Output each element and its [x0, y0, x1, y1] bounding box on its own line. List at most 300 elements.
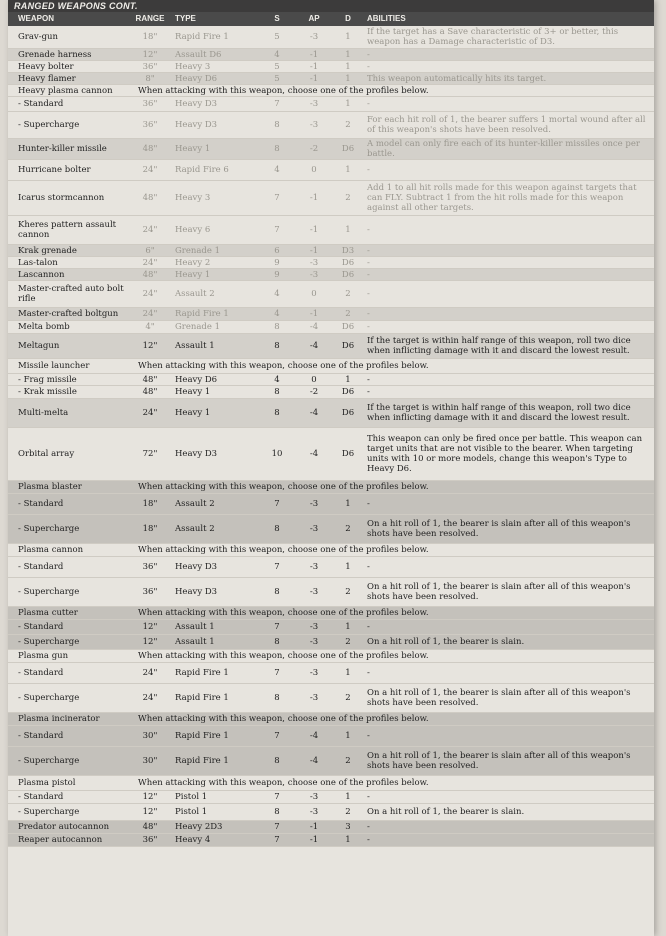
- weapon-range: 12": [142, 807, 158, 817]
- weapon-type: Heavy 2: [175, 257, 211, 268]
- profile-choice-row: [8, 544, 654, 557]
- rules-page: [8, 0, 654, 936]
- weapon-ap: -4: [309, 341, 319, 351]
- weapon-range: 36": [142, 99, 158, 109]
- weapon-abilities: -: [367, 562, 370, 572]
- weapon-type: Rapid Fire 1: [175, 668, 229, 678]
- weapon-row: [8, 804, 654, 821]
- profile-choice-text: When attacking with this weapon, choose one of the profiles below.: [138, 608, 429, 618]
- weapon-type: Heavy 2D3: [175, 822, 223, 832]
- weapon-type: Rapid Fire 1: [175, 309, 229, 319]
- weapon-name: - Standard: [18, 99, 64, 109]
- weapon-type: Assault 1: [175, 622, 215, 632]
- weapon-strength: 4: [274, 309, 280, 319]
- weapon-ap: -3: [309, 792, 319, 802]
- weapon-abilities: On a hit roll of 1, the bearer is slain after all of this weapon's shots have been resolved.: [367, 519, 631, 539]
- weapon-row: [8, 515, 654, 544]
- weapon-row: [8, 257, 654, 269]
- weapon-damage: 1: [345, 165, 351, 175]
- weapon-damage: 1: [345, 792, 351, 802]
- weapon-range: 18": [142, 32, 158, 42]
- weapon-name: - Supercharge: [18, 807, 80, 817]
- weapon-name: Plasma pistol: [18, 778, 76, 788]
- weapon-range: 8": [145, 73, 155, 84]
- weapon-name: Hurricane bolter: [18, 165, 91, 175]
- weapon-ap: -4: [309, 731, 319, 741]
- weapon-row: [8, 321, 654, 334]
- profile-choice-row: [8, 481, 654, 494]
- weapon-ap: -1: [309, 835, 319, 845]
- weapon-range: 12": [142, 341, 158, 351]
- weapon-row: [8, 26, 654, 49]
- weapon-damage: 2: [345, 756, 351, 766]
- weapon-strength: 8: [274, 587, 280, 597]
- weapon-name: - Supercharge: [18, 120, 80, 130]
- weapon-ap: -1: [309, 61, 319, 72]
- weapon-strength: 7: [274, 792, 280, 802]
- weapon-strength: 4: [274, 289, 280, 299]
- weapon-type: Heavy 3: [175, 193, 211, 203]
- weapon-type: Heavy 1: [175, 387, 211, 397]
- weapon-name: Reaper autocannon: [18, 835, 103, 845]
- weapon-strength: 4: [274, 374, 280, 385]
- weapon-range: 24": [142, 257, 158, 268]
- weapon-strength: 8: [274, 144, 280, 154]
- weapon-damage: D6: [341, 144, 355, 154]
- weapon-abilities: -: [367, 731, 370, 741]
- table-header: [8, 12, 654, 26]
- weapon-name: Lascannon: [18, 269, 65, 280]
- weapon-strength: 5: [274, 73, 280, 84]
- weapon-ap: -3: [309, 269, 319, 280]
- header-damage: D: [345, 14, 351, 23]
- weapon-ap: -3: [309, 257, 319, 268]
- weapon-strength: 7: [274, 225, 280, 235]
- weapon-damage: 2: [345, 193, 351, 203]
- weapon-type: Heavy D3: [175, 562, 218, 572]
- weapon-type: Heavy 1: [175, 144, 211, 154]
- weapon-row: [8, 747, 654, 776]
- weapon-damage: 1: [345, 562, 351, 572]
- weapon-strength: 8: [274, 807, 280, 817]
- weapon-ap: -1: [309, 73, 319, 84]
- weapon-strength: 7: [274, 668, 280, 678]
- profile-choice-text: When attacking with this weapon, choose one of the profiles below.: [138, 482, 429, 492]
- weapon-name: Kheres pattern assault cannon: [18, 220, 117, 240]
- weapon-strength: 5: [274, 32, 280, 42]
- weapon-name: - Standard: [18, 668, 64, 678]
- weapon-name: Grav-gun: [18, 32, 58, 42]
- profile-choice-text: When attacking with this weapon, choose one of the profiles below.: [138, 545, 429, 555]
- weapon-abilities: Add 1 to all hit rolls made for this weapon against targets that can FLY. Subtract 1 from the hit rolls made for this weapon against all other targets.: [367, 183, 637, 213]
- weapon-range: 24": [142, 165, 158, 175]
- weapon-ap: -4: [309, 756, 319, 766]
- weapon-damage: 1: [345, 499, 351, 509]
- weapon-row: [8, 663, 654, 684]
- weapon-range: 12": [142, 792, 158, 802]
- weapon-ap: -3: [309, 499, 319, 509]
- weapon-row: [8, 269, 654, 281]
- weapon-abilities: On a hit roll of 1, the bearer is slain after all of this weapon's shots have been resolved.: [367, 751, 631, 771]
- weapon-row: [8, 97, 654, 112]
- weapon-strength: 8: [274, 387, 280, 397]
- weapon-row: [8, 216, 654, 245]
- header-range: RANGE: [135, 14, 165, 23]
- weapon-range: 12": [142, 622, 158, 632]
- weapon-range: 12": [142, 49, 158, 60]
- weapon-abilities: -: [367, 822, 370, 832]
- weapon-strength: 6: [274, 245, 280, 256]
- weapon-row: [8, 112, 654, 139]
- weapon-abilities: On a hit roll of 1, the bearer is slain after all of this weapon's shots have been resolved.: [367, 688, 631, 708]
- weapon-strength: 7: [274, 622, 280, 632]
- weapon-ap: -2: [309, 144, 319, 154]
- weapon-row: [8, 399, 654, 428]
- weapon-type: Heavy D3: [175, 99, 218, 109]
- weapon-damage: 1: [345, 73, 351, 84]
- weapon-abilities: This weapon can only be fired once per battle. This weapon can target units that are not visible to the bearer. When targeting units with 10 or more models, change this weapon's Type to Heavy D6.: [367, 434, 643, 474]
- weapon-range: 48": [142, 387, 158, 397]
- weapon-name: Plasma gun: [18, 651, 69, 661]
- weapon-range: 36": [142, 587, 158, 597]
- weapon-abilities: -: [367, 49, 370, 60]
- weapon-type: Assault 1: [175, 341, 215, 351]
- weapon-type: Rapid Fire 1: [175, 693, 229, 703]
- weapon-name: - Supercharge: [18, 756, 80, 766]
- weapon-damage: 2: [345, 289, 351, 299]
- weapon-type: Assault 2: [175, 499, 215, 509]
- weapon-abilities: If the target has a Save characteristic of 3+ or better, this weapon has a Damage characteristic of D3.: [367, 27, 619, 47]
- weapon-ap: -1: [309, 49, 319, 60]
- weapon-name: - Supercharge: [18, 693, 80, 703]
- weapon-range: 24": [142, 668, 158, 678]
- weapon-name: Hunter-killer missile: [18, 144, 107, 154]
- weapon-ap: -1: [309, 309, 319, 319]
- weapon-name: Master-crafted auto bolt rifle: [18, 284, 124, 304]
- weapon-name: Heavy bolter: [18, 61, 74, 72]
- weapon-abilities: -: [367, 245, 370, 256]
- weapon-row: [8, 73, 654, 85]
- weapon-strength: 4: [274, 165, 280, 175]
- weapon-damage: 1: [345, 835, 351, 845]
- weapon-damage: D6: [341, 257, 355, 268]
- header-weapon: WEAPON: [18, 14, 54, 23]
- weapon-type: Assault 2: [175, 524, 215, 534]
- profile-choice-row: [8, 85, 654, 97]
- weapon-strength: 5: [274, 61, 280, 72]
- weapon-row: [8, 61, 654, 73]
- weapon-range: 48": [142, 269, 158, 280]
- profile-choice-row: [8, 359, 654, 374]
- weapon-damage: D3: [341, 245, 355, 256]
- weapon-abilities: -: [367, 622, 370, 632]
- weapon-name: - Frag missile: [18, 374, 77, 385]
- weapon-abilities: -: [367, 269, 370, 280]
- weapon-damage: 1: [345, 49, 351, 60]
- weapon-row: [8, 160, 654, 181]
- weapon-row: [8, 334, 654, 359]
- weapon-range: 30": [142, 731, 158, 741]
- weapon-type: Pistol 1: [175, 807, 208, 817]
- weapon-name: Icarus stormcannon: [18, 193, 105, 203]
- weapon-strength: 9: [274, 257, 280, 268]
- weapon-strength: 8: [274, 408, 280, 418]
- weapon-ap: -3: [309, 120, 319, 130]
- weapon-damage: 1: [345, 668, 351, 678]
- weapon-type: Heavy D6: [175, 374, 218, 385]
- profile-choice-row: [8, 776, 654, 791]
- weapon-range: 72": [142, 449, 158, 459]
- weapon-strength: 7: [274, 835, 280, 845]
- weapon-type: Assault 2: [175, 289, 215, 299]
- weapon-row: [8, 834, 654, 847]
- weapon-type: Heavy D3: [175, 120, 218, 130]
- weapon-range: 24": [142, 309, 158, 319]
- weapon-type: Assault 1: [175, 637, 215, 647]
- weapon-ap: -1: [309, 193, 319, 203]
- weapon-type: Heavy 4: [175, 835, 211, 845]
- weapon-name: Master-crafted boltgun: [18, 309, 119, 319]
- weapon-name: Meltagun: [18, 341, 60, 351]
- weapon-row: [8, 139, 654, 160]
- weapon-abilities: -: [367, 387, 370, 397]
- weapon-abilities: For each hit roll of 1, the bearer suffers 1 mortal wound after all of this weapon's shots have been resolved.: [367, 115, 646, 135]
- weapon-abilities: -: [367, 225, 370, 235]
- weapon-ap: -4: [309, 449, 319, 459]
- weapon-type: Heavy 3: [175, 61, 211, 72]
- weapon-name: Heavy plasma cannon: [18, 85, 113, 96]
- weapon-type: Grenade 1: [175, 322, 221, 332]
- weapon-ap: -3: [309, 32, 319, 42]
- profile-choice-text: When attacking with this weapon, choose one of the profiles below.: [138, 361, 429, 371]
- weapon-ap: -3: [309, 637, 319, 647]
- weapon-ap: -3: [309, 99, 319, 109]
- weapon-range: 18": [142, 524, 158, 534]
- weapon-ap: -3: [309, 668, 319, 678]
- weapon-row: [8, 635, 654, 650]
- weapon-name: Krak grenade: [18, 245, 77, 256]
- profile-choice-row: [8, 713, 654, 726]
- weapon-abilities: -: [367, 499, 370, 509]
- weapon-range: 24": [142, 693, 158, 703]
- weapon-name: Plasma cannon: [18, 545, 84, 555]
- weapon-range: 24": [142, 289, 158, 299]
- weapon-abilities: -: [367, 322, 370, 332]
- weapon-name: - Standard: [18, 499, 64, 509]
- weapon-strength: 7: [274, 499, 280, 509]
- weapon-type: Heavy 1: [175, 269, 211, 280]
- weapon-damage: D6: [341, 387, 355, 397]
- weapon-strength: 8: [274, 322, 280, 332]
- weapon-name: Las-talon: [18, 257, 58, 268]
- weapon-strength: 8: [274, 693, 280, 703]
- weapon-abilities: On a hit roll of 1, the bearer is slain.: [367, 807, 525, 817]
- weapon-name: Grenade harness: [18, 49, 92, 60]
- weapon-range: 12": [142, 637, 158, 647]
- weapon-abilities: -: [367, 835, 370, 845]
- weapon-ap: -1: [309, 225, 319, 235]
- weapon-range: 36": [142, 61, 158, 72]
- weapon-type: Assault D6: [175, 49, 222, 60]
- weapon-range: 36": [142, 120, 158, 130]
- weapon-type: Rapid Fire 1: [175, 756, 229, 766]
- weapon-range: 30": [142, 756, 158, 766]
- weapon-ap: 0: [311, 165, 317, 175]
- weapon-damage: 1: [345, 99, 351, 109]
- weapon-row: [8, 557, 654, 578]
- weapon-damage: 2: [345, 587, 351, 597]
- weapon-range: 24": [142, 408, 158, 418]
- weapon-strength: 8: [274, 637, 280, 647]
- weapon-range: 4": [145, 322, 155, 332]
- weapon-row: [8, 245, 654, 257]
- weapon-row: [8, 374, 654, 386]
- weapon-damage: 2: [345, 637, 351, 647]
- weapon-type: Pistol 1: [175, 792, 208, 802]
- weapon-name: - Standard: [18, 562, 64, 572]
- weapon-abilities: -: [367, 374, 370, 385]
- weapon-damage: 2: [345, 120, 351, 130]
- weapon-row: [8, 726, 654, 747]
- weapon-strength: 8: [274, 341, 280, 351]
- weapon-name: Plasma blaster: [18, 482, 82, 492]
- weapon-row: [8, 49, 654, 61]
- weapon-name: - Supercharge: [18, 637, 80, 647]
- weapon-type: Heavy D3: [175, 449, 218, 459]
- weapon-name: - Standard: [18, 792, 64, 802]
- weapon-row: [8, 494, 654, 515]
- weapon-range: 24": [142, 225, 158, 235]
- weapon-row: [8, 620, 654, 635]
- weapon-damage: 2: [345, 693, 351, 703]
- weapon-name: Multi-melta: [18, 408, 69, 418]
- weapon-ap: -3: [309, 622, 319, 632]
- weapon-abilities: If the target is within half range of this weapon, roll two dice when inflicting damage with it and discard the lowest result.: [367, 403, 631, 423]
- weapon-damage: D6: [341, 408, 355, 418]
- weapon-row: [8, 684, 654, 713]
- weapon-strength: 8: [274, 524, 280, 534]
- weapon-range: 18": [142, 499, 158, 509]
- weapon-damage: D6: [341, 449, 355, 459]
- weapon-abilities: -: [367, 61, 370, 72]
- weapon-strength: 7: [274, 731, 280, 741]
- section-banner: RANGED WEAPONS CONT.: [8, 0, 654, 12]
- weapon-strength: 9: [274, 269, 280, 280]
- weapon-strength: 8: [274, 120, 280, 130]
- weapon-ap: -1: [309, 245, 319, 256]
- weapon-abilities: On a hit roll of 1, the bearer is slain after all of this weapon's shots have been resolved.: [367, 582, 631, 602]
- weapon-abilities: On a hit roll of 1, the bearer is slain.: [367, 637, 525, 647]
- weapon-ap: -4: [309, 408, 319, 418]
- weapon-strength: 8: [274, 756, 280, 766]
- weapon-abilities: This weapon automatically hits its target.: [367, 73, 547, 84]
- weapon-range: 48": [142, 193, 158, 203]
- weapon-name: - Supercharge: [18, 524, 80, 534]
- weapon-ap: -3: [309, 807, 319, 817]
- weapon-range: 48": [142, 374, 158, 385]
- weapon-strength: 10: [271, 449, 283, 459]
- weapon-strength: 7: [274, 822, 280, 832]
- profile-choice-row: [8, 607, 654, 620]
- weapon-row: [8, 181, 654, 216]
- weapon-row: [8, 578, 654, 607]
- header-strength: S: [274, 14, 280, 23]
- weapon-range: 48": [142, 144, 158, 154]
- weapon-row: [8, 821, 654, 834]
- weapon-strength: 7: [274, 562, 280, 572]
- weapon-name: Missile launcher: [18, 361, 90, 371]
- weapon-ap: -3: [309, 524, 319, 534]
- weapon-name: - Krak missile: [18, 387, 77, 397]
- weapon-damage: 2: [345, 309, 351, 319]
- weapon-damage: D6: [341, 322, 355, 332]
- weapon-name: Plasma cutter: [18, 608, 78, 618]
- weapon-name: Plasma incinerator: [18, 714, 100, 724]
- profile-choice-text: When attacking with this weapon, choose one of the profiles below.: [138, 714, 429, 724]
- weapon-type: Heavy D3: [175, 587, 218, 597]
- weapon-name: Predator autocannon: [18, 822, 110, 832]
- weapon-row: [8, 308, 654, 321]
- weapon-type: Rapid Fire 6: [175, 165, 229, 175]
- weapon-name: - Standard: [18, 731, 64, 741]
- profile-choice-text: When attacking with this weapon, choose one of the profiles below.: [138, 778, 429, 788]
- weapon-abilities: -: [367, 668, 370, 678]
- weapon-range: 36": [142, 562, 158, 572]
- weapon-type: Grenade 1: [175, 245, 221, 256]
- weapon-strength: 7: [274, 99, 280, 109]
- weapon-range: 48": [142, 822, 158, 832]
- header-ap: AP: [308, 14, 320, 23]
- weapon-ap: 0: [311, 289, 317, 299]
- weapon-damage: D6: [341, 341, 355, 351]
- weapon-abilities: A model can only fire each of its hunter-killer missiles once per battle.: [367, 139, 640, 159]
- weapon-ap: -4: [309, 322, 319, 332]
- weapon-ap: -3: [309, 587, 319, 597]
- weapon-damage: 3: [345, 822, 351, 832]
- weapon-ap: -1: [309, 822, 319, 832]
- weapon-row: [8, 281, 654, 308]
- weapon-ap: -3: [309, 562, 319, 572]
- weapon-ap: -3: [309, 693, 319, 703]
- weapon-type: Heavy 1: [175, 408, 211, 418]
- weapon-damage: D6: [341, 269, 355, 280]
- weapon-row: [8, 428, 654, 481]
- weapon-damage: 1: [345, 225, 351, 235]
- weapon-abilities: -: [367, 257, 370, 268]
- weapon-ap: 0: [311, 374, 317, 385]
- weapon-name: - Supercharge: [18, 587, 80, 597]
- weapon-abilities: -: [367, 289, 370, 299]
- weapon-strength: 7: [274, 193, 280, 203]
- weapon-ap: -2: [309, 387, 319, 397]
- weapon-abilities: -: [367, 309, 370, 319]
- weapon-row: [8, 791, 654, 804]
- weapon-type: Rapid Fire 1: [175, 731, 229, 741]
- weapon-abilities: -: [367, 165, 370, 175]
- profile-choice-text: When attacking with this weapon, choose one of the profiles below.: [138, 85, 429, 96]
- weapon-type: Heavy 6: [175, 225, 211, 235]
- weapon-damage: 2: [345, 807, 351, 817]
- weapon-type: Heavy D6: [175, 73, 218, 84]
- weapon-damage: 2: [345, 524, 351, 534]
- profile-choice-text: When attacking with this weapon, choose one of the profiles below.: [138, 651, 429, 661]
- header-type: TYPE: [175, 14, 196, 23]
- weapon-range: 6": [145, 245, 155, 256]
- weapon-damage: 1: [345, 622, 351, 632]
- weapon-damage: 1: [345, 61, 351, 72]
- header-abilities: ABILITIES: [367, 14, 406, 23]
- weapon-name: Orbital array: [18, 449, 75, 459]
